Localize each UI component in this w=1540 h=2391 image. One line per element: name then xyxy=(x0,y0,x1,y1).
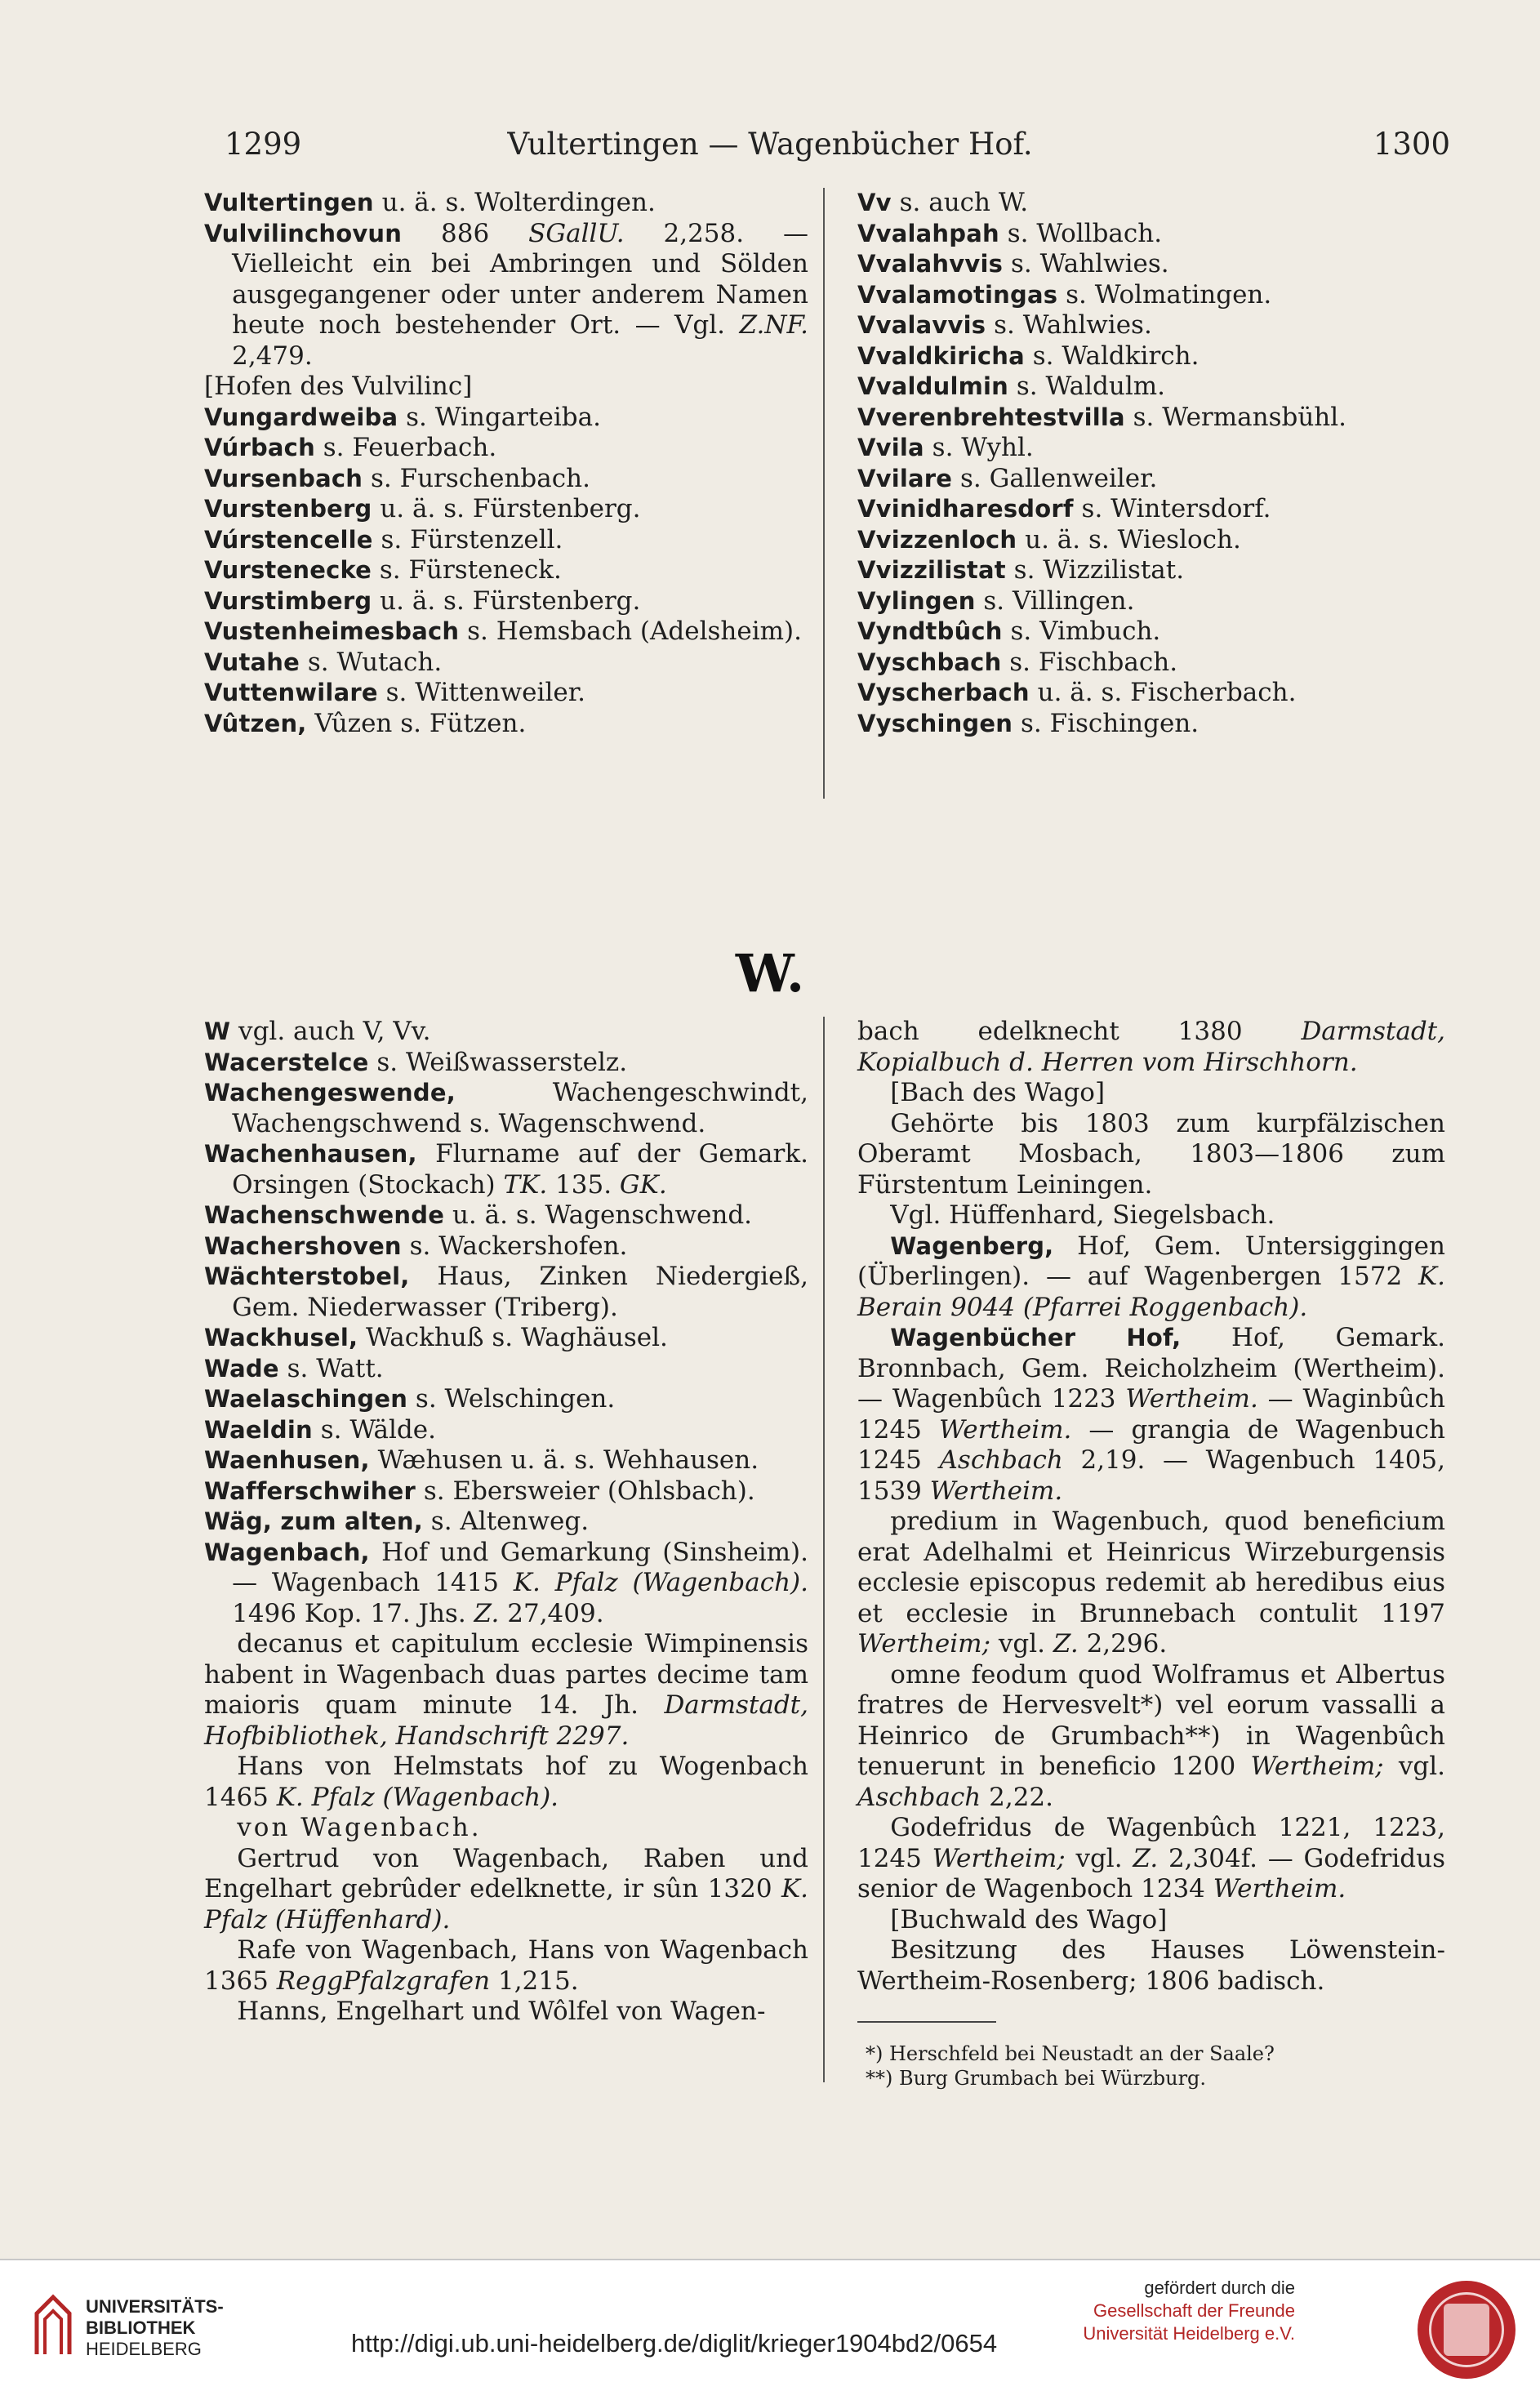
entry-lemma: Vvila xyxy=(857,434,924,461)
entry xyxy=(204,1048,808,1079)
entry-lemma: Vvalahpah xyxy=(857,219,999,247)
entry-lemma: Vurstimberg xyxy=(204,586,372,615)
entry-citation: Wertheim. xyxy=(1213,1874,1346,1903)
entry-lemma: Vurstenberg xyxy=(204,495,372,523)
entry-text: Haus, Zinken Niedergieß, Gem. Niederwasser (Triberg). xyxy=(232,1262,808,1322)
entry xyxy=(857,1078,1445,1109)
entry xyxy=(204,1476,808,1507)
column-rule-top xyxy=(823,188,825,799)
entry xyxy=(204,433,808,464)
entry-text: s. Vimbuch. xyxy=(1002,617,1161,646)
entry-text: s. Watt. xyxy=(278,1353,384,1383)
entry xyxy=(857,433,1445,464)
entry-text: s. Wahlwies. xyxy=(986,310,1152,340)
entry-text: s. Wermansbühl. xyxy=(1124,402,1347,432)
entry-text: Hanns, Engelhart und Wôlfel von Wagen- xyxy=(237,1997,766,2026)
page-number-left: 1299 xyxy=(225,127,302,162)
entry xyxy=(857,1200,1445,1231)
entry-lemma: Wagenbach, xyxy=(204,1538,370,1566)
entry-lemma: Vutahe xyxy=(204,648,300,676)
entry xyxy=(857,1109,1445,1201)
entry xyxy=(204,1017,808,1048)
column-top-left xyxy=(204,188,808,739)
entry xyxy=(857,678,1445,709)
entry-text: s. Waldulm. xyxy=(1008,372,1166,401)
footnote: *) Herschfeld bei Neustadt an der Saale? xyxy=(866,2042,1275,2065)
column-rule-bottom xyxy=(823,1017,825,2082)
entry-text: s. Wutach. xyxy=(300,647,443,677)
page-header xyxy=(0,127,1540,176)
entry xyxy=(857,1017,1445,1078)
entry-lemma: Vulvilinchovun xyxy=(204,219,403,247)
entry-text: Wackhuß s. Waghäusel. xyxy=(358,1323,668,1352)
entry-lemma: Vurstenecke xyxy=(204,556,372,584)
entry-lemma: Vvilare xyxy=(857,464,953,492)
entry-citation: Wertheim; xyxy=(857,1629,991,1659)
entry xyxy=(204,709,808,740)
entry-lemma: Vvalavvis xyxy=(857,311,986,339)
entry-citation: Wertheim. xyxy=(938,1414,1072,1445)
footnote-rule xyxy=(857,2021,996,2023)
entry-text: Flurname auf der Gemark. Orsingen (Stockach) xyxy=(232,1139,808,1200)
entry-lemma: Vuttenwilare xyxy=(204,679,378,706)
entry-lemma: Wacerstelce xyxy=(204,1048,369,1076)
entry-lemma: Vustenheimesbach xyxy=(204,617,460,645)
footnotes xyxy=(866,2041,1275,2090)
entry-lemma: Wachershoven xyxy=(204,1231,402,1260)
entry-text: Rafe von Wagenbach, Hans von Wagenbach 1365 xyxy=(204,1935,808,1996)
entry-text: s. Weißwasserstelz. xyxy=(368,1047,628,1077)
entry-text: Besitzung des Hauses Löwenstein-Wertheim-Rosenberg; 1806 badisch. xyxy=(857,1935,1445,1996)
entry-text: Godefridus de Wagenbûch 1221, 1223, 1245 xyxy=(857,1813,1445,1873)
entry-text: s. Fürsteneck. xyxy=(372,555,562,585)
entry-text: u. ä. s. Fürstenberg. xyxy=(372,586,641,616)
entry-text: s. Welschingen. xyxy=(407,1384,616,1414)
entry xyxy=(857,280,1445,311)
entry-text: s. Wintersdorf. xyxy=(1073,494,1271,523)
entry-text: 2,296. xyxy=(1078,1629,1168,1659)
entry-lemma: Waenhusen, xyxy=(204,1446,370,1474)
entry-text: — grangia de Wagenbuch 1245 xyxy=(857,1414,1445,1475)
entry-citation: Darmstadt, Kopialbuch d. Herren vom Hirschhorn. xyxy=(857,1017,1445,1077)
entry-text: Hans von Helmstats hof zu Wogenbach 1465 xyxy=(204,1752,808,1812)
entry xyxy=(204,617,808,648)
entry-text: 1496 Kop. 17. Jhs. xyxy=(232,1598,474,1628)
entry-text: [Buchwald des Wago] xyxy=(890,1904,1168,1935)
entry xyxy=(204,525,808,556)
entry-text: vgl. auch V, Vv. xyxy=(230,1017,431,1046)
entry-lemma: Vvaldulmin xyxy=(857,372,1009,400)
entry-text: Hof, Gem. Untersiggingen (Überlingen). — auf Wagenbergen 1572 xyxy=(857,1231,1445,1291)
entry xyxy=(204,372,808,403)
entry-citation: Z. xyxy=(1133,1843,1159,1873)
entry xyxy=(204,188,808,219)
entry-text: vgl. xyxy=(1383,1752,1446,1781)
entry-text: u. ä. s. Fürstenberg. xyxy=(372,494,641,523)
entry xyxy=(857,372,1445,403)
entry-text: s. Waldkirch. xyxy=(1024,341,1200,371)
entry xyxy=(204,219,808,372)
entry-lemma: Wagenbücher Hof, xyxy=(890,1324,1182,1351)
entry xyxy=(204,1139,808,1200)
entry-text: s. Altenweg. xyxy=(422,1507,590,1536)
entry xyxy=(204,494,808,525)
permalink-url[interactable]: http://digi.ub.uni-heidelberg.de/diglit/krieger1904bd2/0654 xyxy=(351,2329,998,2358)
entry-lemma: Wagenberg, xyxy=(890,1231,1054,1260)
entry-lemma: Vv xyxy=(857,189,892,216)
entry xyxy=(204,1323,808,1354)
entry-lemma: Vvinidharesdorf xyxy=(857,495,1074,523)
entry-text: 2,19. — Wagenbuch 1405, 1539 xyxy=(857,1445,1445,1506)
entry-text: vgl. xyxy=(990,1629,1053,1659)
entry-lemma: Wackhusel, xyxy=(204,1324,358,1351)
entry-text: s. Ebersweier (Ohlsbach). xyxy=(415,1476,755,1506)
entry xyxy=(204,1200,808,1231)
entry-lemma: Vyndtbûch xyxy=(857,617,1003,645)
entry xyxy=(204,1384,808,1415)
entry xyxy=(204,1997,808,2028)
entry xyxy=(204,1844,808,1936)
entry xyxy=(204,1231,808,1262)
entry-text: s. Wizzilistat. xyxy=(1005,555,1185,585)
entry-lemma: Vúrbach xyxy=(204,434,315,461)
entry-text: 27,409. xyxy=(499,1598,604,1628)
entry-citation: SGallU. xyxy=(528,218,625,248)
entry-lemma: Vylingen xyxy=(857,586,976,615)
entry xyxy=(857,1813,1445,1905)
column-bottom-right xyxy=(857,1017,1445,1997)
sponsor-text: gefördert durch die Gesellschaft der Freunde Universität Heidelberg e.V. xyxy=(1083,2277,1295,2344)
entry-citation: Wertheim; xyxy=(1250,1752,1384,1781)
running-title: Vultertingen — Wagenbücher Hof. xyxy=(507,127,1033,162)
entry-lemma: Wade xyxy=(204,1354,279,1383)
entry-lemma: Vvalahvvis xyxy=(857,250,1004,278)
entry-text: — Waginbûch 1245 xyxy=(857,1384,1445,1445)
entry-lemma: W xyxy=(204,1017,231,1045)
entry-text: von Wagenbach. xyxy=(237,1813,482,1842)
entry xyxy=(857,648,1445,679)
entry xyxy=(204,464,808,495)
entry-citation: K. Pfalz (Wagenbach). xyxy=(276,1782,559,1812)
entry xyxy=(857,525,1445,556)
entry-text: s. Wollbach. xyxy=(999,218,1163,248)
entry-lemma: Vungardweiba xyxy=(204,403,398,431)
entry-citation: Wertheim. xyxy=(1125,1384,1258,1414)
library-name: UNIVERSITÄTS- BIBLIOTHEK HEIDELBERG xyxy=(86,2296,224,2359)
entry xyxy=(857,310,1445,341)
entry-text: bach edelknecht 1380 xyxy=(857,1017,1302,1046)
entry xyxy=(204,1354,808,1385)
entry-text: s. Wolmatingen. xyxy=(1057,279,1272,309)
entry xyxy=(204,1078,808,1139)
section-letter: W. xyxy=(735,943,805,1004)
entry-citation: K. Pfalz (Wagenbach). xyxy=(513,1568,808,1597)
library-logo-icon xyxy=(33,2293,73,2358)
entry-text: Vgl. Hüffenhard, Siegelsbach. xyxy=(890,1200,1275,1230)
entry xyxy=(857,1905,1445,1936)
entry xyxy=(204,586,808,617)
column-bottom-left xyxy=(204,1017,808,2028)
entry-lemma: Wachengeswende, xyxy=(204,1079,456,1106)
entry xyxy=(204,678,808,709)
entry-lemma: Vursenbach xyxy=(204,464,363,492)
entry xyxy=(204,1445,808,1476)
entry-lemma: Vvizzenloch xyxy=(857,525,1017,554)
entry xyxy=(857,586,1445,617)
entry-text: s. Fischbach. xyxy=(1001,647,1178,677)
entry-text: Wæhusen u. ä. s. Wehhausen. xyxy=(369,1445,759,1475)
entry-text: Vûzen s. Fützen. xyxy=(306,708,527,738)
entry-text: [Hofen des Vulvilinc] xyxy=(204,372,473,401)
entry-lemma: Wachenhausen, xyxy=(204,1140,417,1168)
entry xyxy=(857,555,1445,586)
entry-lemma: Vultertingen xyxy=(204,189,374,216)
entry-text: vgl. xyxy=(1065,1843,1133,1873)
entry xyxy=(857,1323,1445,1507)
entry-citation: Wertheim. xyxy=(929,1476,1063,1506)
entry-lemma: Vvalamotingas xyxy=(857,280,1058,309)
entry-lemma: Wächterstobel, xyxy=(204,1262,410,1290)
entry xyxy=(857,617,1445,648)
entry-citation: Z. xyxy=(1053,1629,1079,1659)
entry-citation: Z.NF. xyxy=(739,310,808,340)
entry xyxy=(857,249,1445,280)
entry-text: Wachengeschwindt, Wachengschwend s. Wagenschwend. xyxy=(232,1078,808,1138)
entry-lemma: Vverenbrehtestvilla xyxy=(857,403,1125,431)
entry-text: Gertrud von Wagenbach, Raben und Engelhart gebrûder edelknette, ir sûn 1320 xyxy=(204,1843,808,1903)
entry xyxy=(204,1415,808,1446)
entry xyxy=(857,1660,1445,1814)
entry-text: s. Wahlwies. xyxy=(1003,249,1169,278)
entry-text: Gehörte bis 1803 zum kurpfälzischen Oberamt Mosbach, 1803—1806 zum Fürstentum Leiningen. xyxy=(857,1108,1445,1200)
entry-lemma: Vvaldkiricha xyxy=(857,341,1025,370)
entry-text: u. ä. s. Wagenschwend. xyxy=(444,1200,753,1230)
entry-lemma: Vvizzilistat xyxy=(857,556,1006,584)
entry-text: s. Gallenweiler. xyxy=(952,463,1158,493)
entry xyxy=(857,464,1445,495)
entry xyxy=(857,709,1445,740)
entry-citation: K. Berain 9044 (Pfarrei Roggenbach). xyxy=(857,1262,1445,1322)
entry-citation: ReggPfalzgrafen xyxy=(276,1966,491,1996)
entry xyxy=(857,188,1445,219)
entry-text: 2,479. xyxy=(232,341,313,371)
entry-text: decanus et capitulum ecclesie Wimpinensis habent in Wagenbach duas partes decime tam maioris quam minute 14. Jh. xyxy=(204,1629,808,1720)
university-seal-icon xyxy=(1418,2281,1516,2379)
entry-lemma: Vyscherbach xyxy=(857,679,1030,706)
entry-text: Hof und Gemarkung (Sinsheim). — Wagenbach 1415 xyxy=(232,1537,808,1597)
entry-lemma: Wachenschwende xyxy=(204,1201,445,1229)
entry-lemma: Vyschbach xyxy=(857,648,1002,676)
entry-lemma: Vúrstencelle xyxy=(204,525,373,554)
entry xyxy=(204,1935,808,1997)
entry-text: s. Villingen. xyxy=(975,586,1135,616)
entry-text: 1,215. xyxy=(490,1966,579,1996)
entry xyxy=(204,1813,808,1844)
entry-text: s. Fürstenzell. xyxy=(372,524,563,554)
entry xyxy=(857,219,1445,250)
entry-text: s. Wyhl. xyxy=(924,433,1034,462)
entry-text: 2,22. xyxy=(981,1782,1054,1812)
page-number-right: 1300 xyxy=(1373,127,1450,162)
entry-text: s. Wittenweiler. xyxy=(377,678,585,707)
entry-lemma: Waelaschingen xyxy=(204,1385,408,1413)
entry-text: omne feodum quod Wolframus et Albertus fratres de Hervesvelt*) vel eorum vassalli a Heinrico de Grumbach**) in Wagenbûch tenuerunt in beneficio 1200 xyxy=(857,1659,1445,1781)
entry-text: Hof, Gemark. Bronnbach, Gem. Reicholzheim (Wertheim). — Wagenbûch 1223 xyxy=(857,1323,1445,1414)
entry-lemma: Vûtzen, xyxy=(204,709,307,737)
entry xyxy=(204,1538,808,1630)
entry-citation: K. Pfalz (Hüffenhard). xyxy=(204,1874,808,1935)
entry-text: predium in Wagenbuch, quod beneficium erat Adelhalmi et Heinricus Wirzeburgensis ecclesie episcopus redemit ab heredibus eius et ecclesie in Brunnebach contulit 1197 xyxy=(857,1507,1445,1628)
entry-text: 2,258. — Vielleicht ein bei Ambringen und Sölden ausgegangener oder unter anderem Namen heute noch bestehender Ort. — Vgl. xyxy=(232,218,808,340)
viewer-footer xyxy=(0,2259,1540,2391)
entry-citation: Aschbach xyxy=(939,1445,1063,1475)
entry-citation: Darmstadt, Hofbibliothek, Handschrift 2297. xyxy=(204,1690,808,1751)
footnote: **) Burg Grumbach bei Würzburg. xyxy=(866,2067,1207,2090)
entry-text: 886 xyxy=(402,218,529,248)
entry xyxy=(857,341,1445,372)
entry-text: s. Wingarteiba. xyxy=(398,402,601,432)
entry xyxy=(204,555,808,586)
entry xyxy=(857,1507,1445,1660)
entry xyxy=(204,1752,808,1813)
entry xyxy=(857,1935,1445,1997)
entry-citation: Aschbach xyxy=(857,1782,981,1812)
entry-citation: GK. xyxy=(619,1169,667,1200)
entry-lemma: Waeldin xyxy=(204,1415,313,1444)
entry xyxy=(857,403,1445,434)
entry xyxy=(204,1507,808,1538)
entry-text: [Bach des Wago] xyxy=(890,1078,1106,1107)
entry-text: u. ä. s. Wolterdingen. xyxy=(373,188,656,217)
entry xyxy=(204,648,808,679)
entry-text: s. Feuerbach. xyxy=(314,433,497,462)
entry-text: s. Wälde. xyxy=(312,1414,436,1445)
entry-text: u. ä. s. Fischerbach. xyxy=(1029,678,1297,707)
entry-text: s. Fischingen. xyxy=(1013,708,1200,738)
entry-lemma: Wafferschwiher xyxy=(204,1476,416,1505)
entry-citation: TK. xyxy=(503,1169,548,1200)
entry-text: s. Furschenbach. xyxy=(363,463,590,493)
entry-text: s. Hemsbach (Adelsheim). xyxy=(459,617,802,646)
entry xyxy=(857,1231,1445,1324)
column-top-right xyxy=(857,188,1445,739)
entry-text: 2,304f. — Godefridus senior de Wagenboch 1234 xyxy=(857,1843,1445,1903)
entry xyxy=(204,403,808,434)
entry-lemma: Vyschingen xyxy=(857,709,1013,737)
entry-text: u. ä. s. Wiesloch. xyxy=(1017,524,1241,554)
entry-citation: Wertheim; xyxy=(932,1843,1066,1873)
entry-text: 135. xyxy=(547,1169,620,1200)
entry-text: s. Wackershofen. xyxy=(401,1231,628,1261)
entry-citation: Z. xyxy=(474,1598,500,1628)
entry xyxy=(204,1629,808,1752)
entry xyxy=(857,494,1445,525)
entry-text: s. auch W. xyxy=(891,188,1029,217)
entry-lemma: Wäg, zum alten, xyxy=(204,1507,423,1535)
entry xyxy=(204,1262,808,1323)
